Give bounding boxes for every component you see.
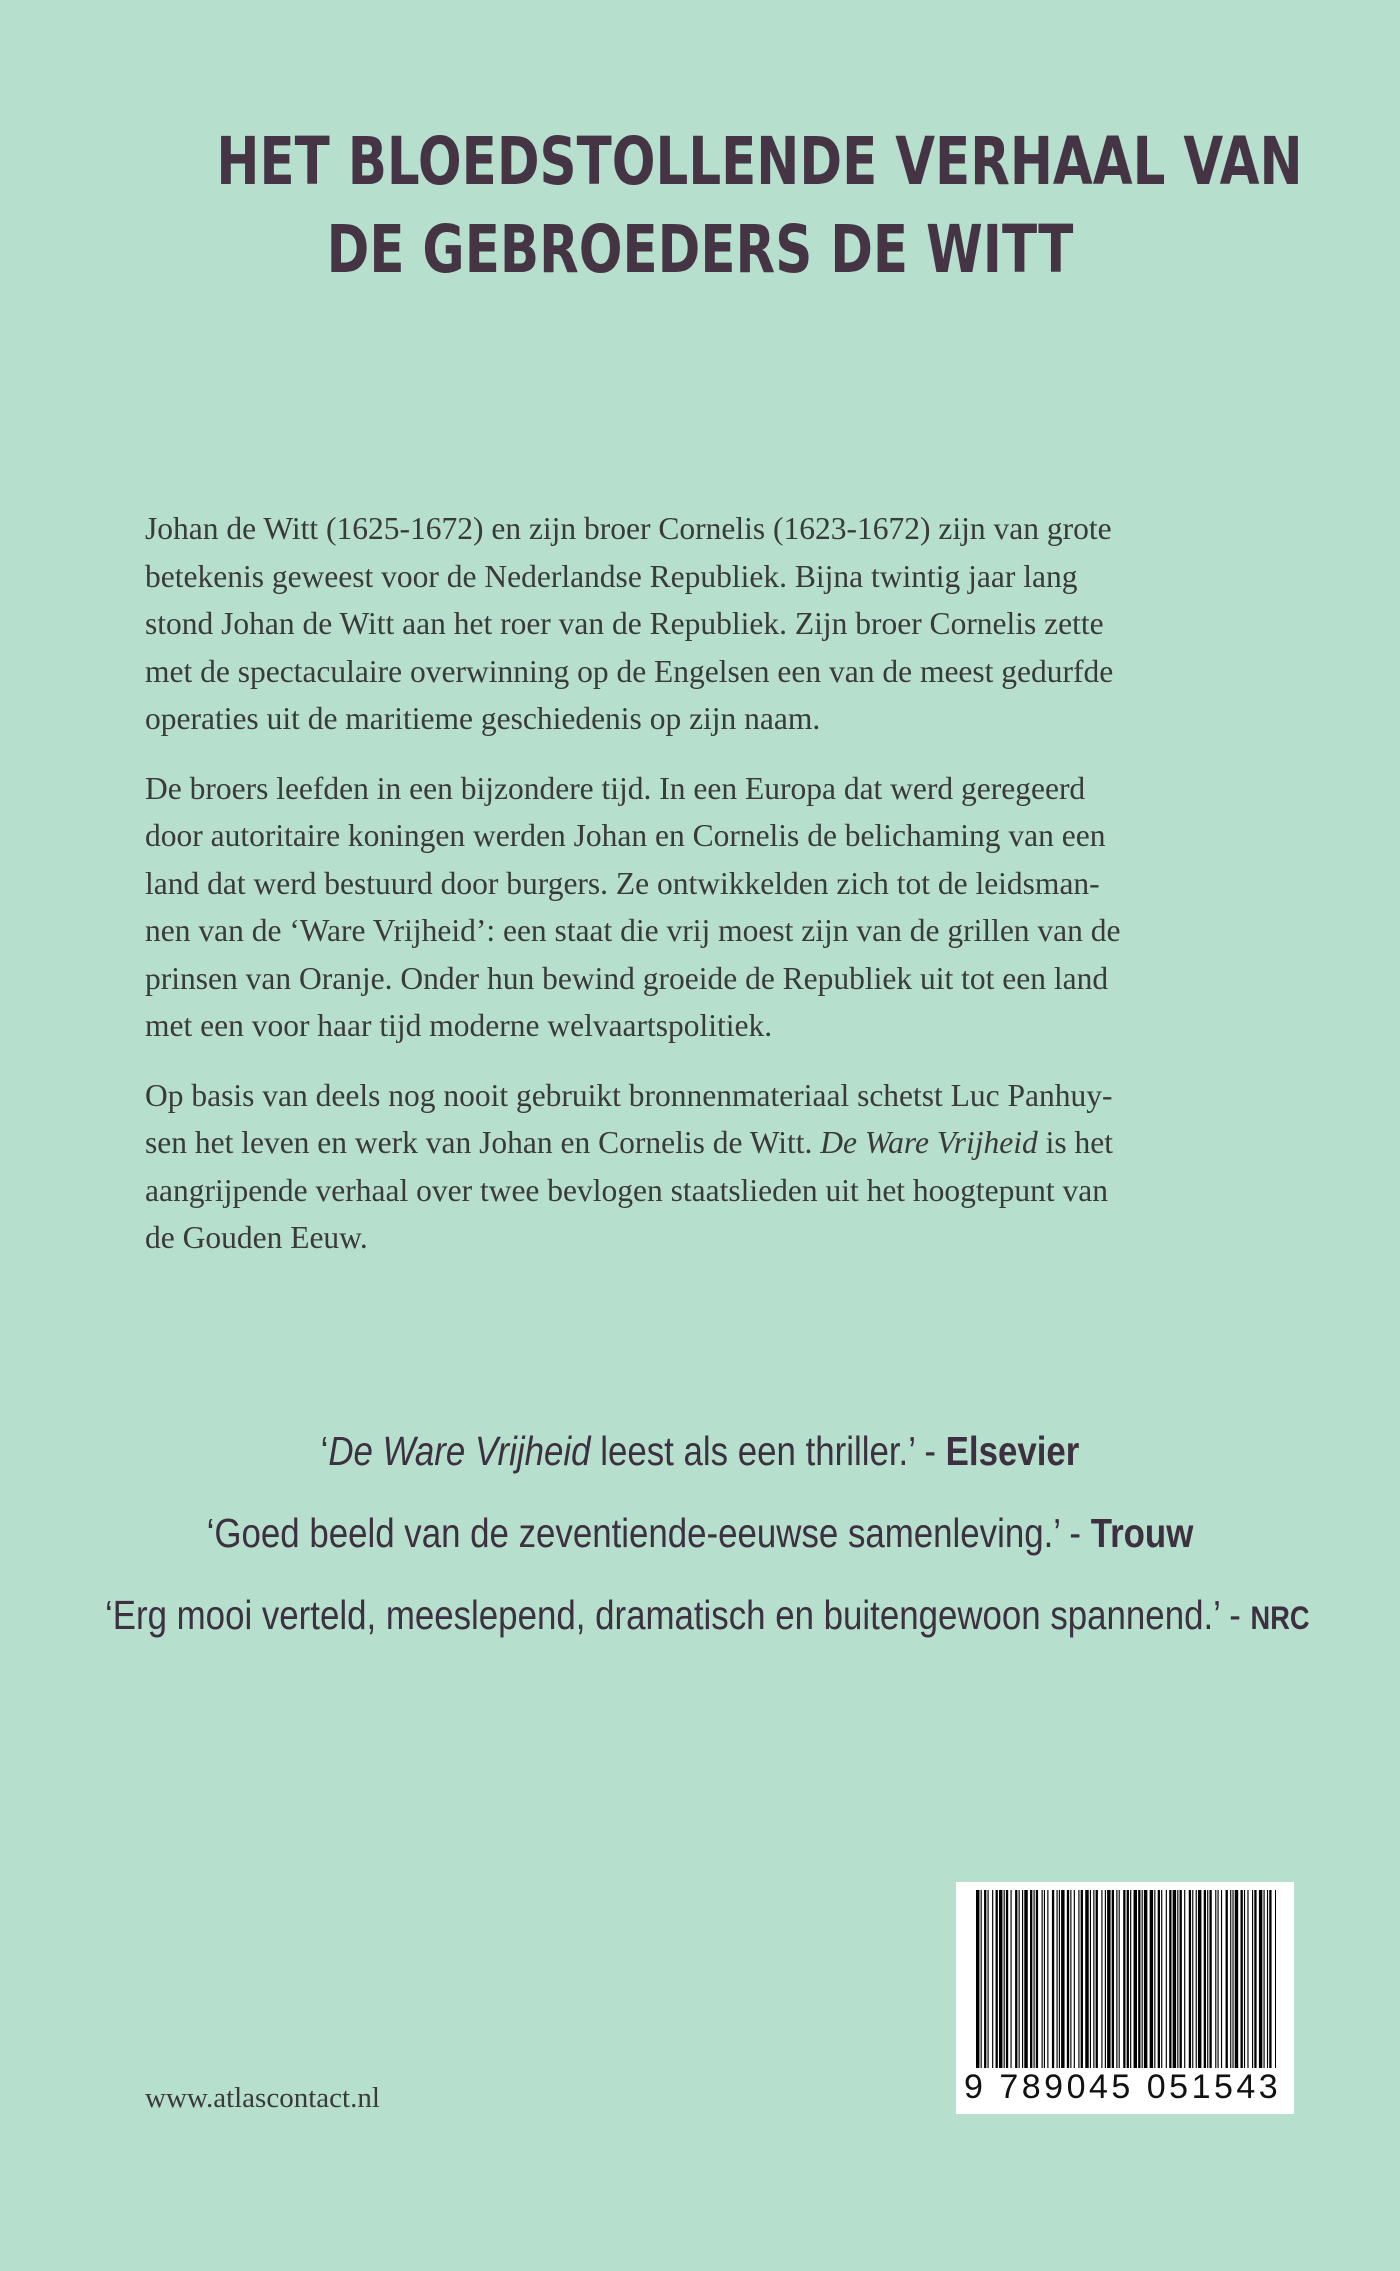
barcode-bar [1177,1890,1178,2068]
barcode-bar [996,1890,998,2068]
barcode-bar [1112,1890,1114,2068]
barcode-bar [1074,1890,1075,2068]
barcode-bar [1070,1890,1071,2068]
barcode-bar [1011,1890,1012,2068]
barcode-bar [1090,1890,1091,2068]
barcode-bar [1204,1890,1206,2068]
text-line: door autoritaire koningen werden Johan en Cornelis de belichaming van een [145,818,1106,853]
headline-line-2: DE GEBROEDERS DE WITT [326,211,1074,288]
barcode-bar [1138,1890,1140,2068]
barcode-bar [1022,1890,1023,2068]
barcode-bar [1030,1890,1032,2068]
barcode-bar [1198,1890,1201,2068]
barcode-bar [1015,1890,1017,2068]
text-line: met een voor haar tijd moderne welvaartspolitiek. [145,1008,773,1043]
barcode-bar [1158,1890,1160,2068]
barcode-bar [1267,1890,1268,2068]
text-segment: is het [1037,1125,1114,1160]
barcode-bar [1275,1890,1276,2068]
barcode-bar [1184,1890,1185,2068]
barcode-bar [1192,1890,1193,2068]
review-quote-trouw [105,1492,1295,1574]
barcode-bar [1235,1890,1238,2068]
barcode-bar [1264,1890,1265,2068]
text-line: de Gouden Eeuw. [145,1220,368,1255]
barcode-bar [1209,1890,1211,2068]
barcode-bar [1096,1890,1098,2068]
barcode-bar [1134,1890,1137,2068]
barcode-bar [988,1890,989,2068]
text-line: Op basis van deels nog nooit gebruikt bronnenmateriaal schetst Luc Panhuy- [145,1077,1113,1113]
barcode-bar [1034,1890,1035,2068]
barcode-bar [1196,1890,1197,2068]
review-quotes [0,1410,1400,1659]
barcode-bar [1057,1890,1058,2068]
quote-book-title: De Ware Vrijheid [328,1428,591,1474]
barcode-bar [1116,1890,1117,2068]
barcode-bar [1241,1890,1243,2068]
headline [216,118,1303,294]
quote-text: ‘Goed beeld van de zeventiende-eeuwse samenleving.’ - [206,1510,1091,1556]
quote-text: ‘Erg mooi verteld, meeslepend, dramatisch en buitengewoon spannend.’ - [105,1592,1251,1638]
barcode-bar [1044,1890,1045,2068]
blurb-paragraph-3 [145,1072,1275,1262]
isbn-barcode [956,1882,1294,2114]
barcode-bar [976,1890,979,2068]
barcode-bar [999,1890,1002,2068]
barcode-bar [1232,1890,1233,2068]
text-line: land dat werd bestuurd door burgers. Ze ontwikkelden zich tot de leidsman- [145,865,1100,901]
text-line: Johan de Witt (1625-1672) en zijn broer Cornelis (1623-1672) zijn van grote [145,511,1112,546]
barcode-bar [1093,1890,1094,2068]
barcode-bar [1144,1890,1147,2068]
quote-source: Trouw [1090,1510,1194,1556]
barcode-bar [1119,1890,1120,2068]
barcode-bar [1024,1890,1027,2068]
text-line: met de spectaculaire overwinning op de Engelsen een van de meest gedurfde [145,653,1114,689]
review-quote-elsevier [105,1410,1295,1492]
blurb-paragraph-2 [145,765,1275,1050]
barcode-bar [1259,1890,1262,2068]
barcode-bar [1207,1890,1208,2068]
barcode-bar [1269,1890,1271,2068]
barcode-bar [1101,1890,1102,2068]
barcode-bar [1254,1890,1256,2068]
barcode-bar [981,1890,982,2068]
text-segment: sen het leven en werk van Johan en Cornelis de Witt. [145,1125,821,1160]
text-line: nen van de ‘Ware Vrijheid’: een staat die vrij moest zijn van de grillen van de [145,913,1121,948]
barcode-bar [1042,1890,1043,2068]
text-line: stond Johan de Witt aan het roer van de Republiek. Zijn broer Cornelis zette [145,606,1104,641]
barcode-bar [1004,1890,1005,2068]
barcode-bar [1166,1890,1167,2068]
barcode-bar [1173,1890,1176,2068]
barcode-bar [1247,1890,1248,2068]
text-line: operaties uit de maritieme geschiedenis op zijn naam. [145,701,821,736]
text-line: De broers leefden in een bijzondere tijd. In een Europa dat werd geregeerd [145,770,1086,806]
text-line [145,1119,1275,1167]
barcode-bar [1142,1890,1143,2068]
barcode-bar [1215,1890,1216,2068]
barcode-bar [1059,1890,1060,2068]
barcode-bar [1221,1890,1222,2068]
barcode-bar [1252,1890,1253,2068]
barcode-bar [1169,1890,1171,2068]
barcode-bar [1218,1890,1219,2068]
text-line: prinsen van Oranje. Onder hun bewind groeide de Republiek uit tot een land [145,960,1109,996]
quote-source: NRC [1250,1600,1310,1636]
barcode-bar [1019,1890,1020,2068]
barcode-bar [1061,1890,1064,2068]
review-quote-nrc [105,1574,1310,1659]
barcode-bar [1107,1890,1110,2068]
barcode-bar [1150,1890,1153,2068]
barcode-bar [1081,1890,1083,2068]
barcode-bar [1244,1890,1245,2068]
barcode-bar [1036,1890,1038,2068]
headline-line-1: HET BLOEDSTOLLENDE VERHAAL VAN [216,123,1303,200]
barcode-bar [1180,1890,1182,2068]
barcode-bar [984,1890,986,2068]
barcode-bar [1047,1890,1048,2068]
blurb [145,505,1275,1284]
barcode-bar [1123,1890,1125,2068]
barcode-bar [1052,1890,1054,2068]
barcode-bar [1078,1890,1079,2068]
barcode-bars [976,1890,1276,2068]
text-line: aangrijpende verhaal over twee bevlogen staatslieden uit het hoogtepunt van [145,1172,1109,1208]
quote-open-mark: ‘ [320,1428,329,1474]
barcode-bar [1226,1890,1228,2068]
barcode-bar [1127,1890,1129,2068]
barcode-bar [1230,1890,1231,2068]
barcode-bar [1154,1890,1155,2068]
quote-source: Elsevier [945,1428,1080,1474]
barcode-bar [1067,1890,1069,2068]
blurb-paragraph-1 [145,505,1275,743]
barcode-bar [992,1890,993,2068]
barcode-bar [1006,1890,1008,2068]
barcode-bar [1161,1890,1162,2068]
barcode-bar [1105,1890,1106,2068]
barcode-bar [1130,1890,1131,2068]
barcode-bar [1085,1890,1088,2068]
book-title: De Ware Vrijheid [820,1125,1038,1160]
barcode-bar [1189,1890,1191,2068]
text-line: betekenis geweest voor de Nederlandse Republiek. Bijna twintig jaar lang [145,558,1078,594]
isbn-digits: 9 789045 051543 [964,2068,1282,2106]
quote-text: leest als een thriller.’ - [590,1428,946,1474]
publisher-url[interactable]: www.atlascontact.nl [145,2082,380,2114]
